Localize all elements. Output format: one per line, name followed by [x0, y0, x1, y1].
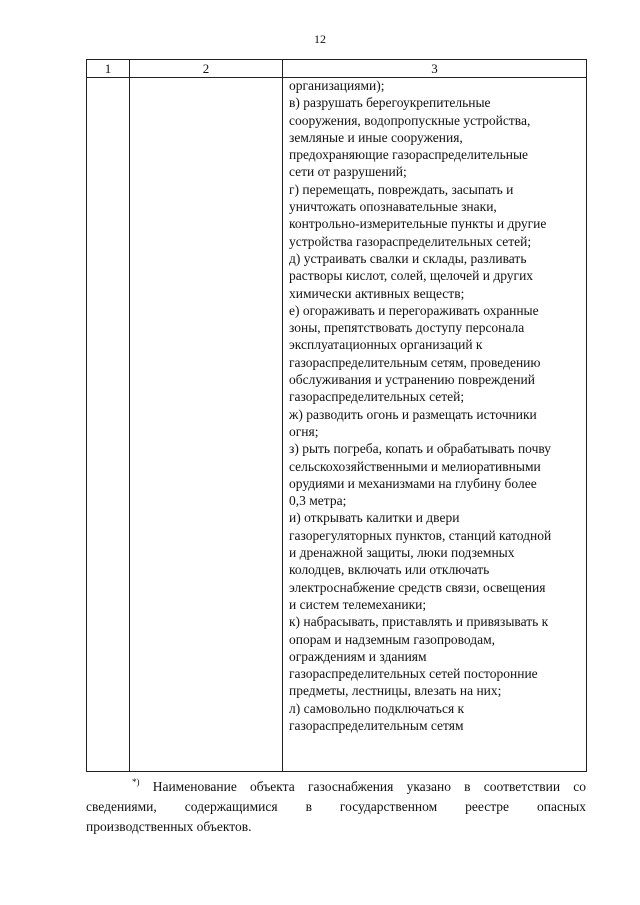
text-line: газорегуляторных пунктов, станций катодной — [289, 527, 552, 543]
text-line: и) открывать калитки и двери — [289, 510, 460, 526]
document-table — [86, 59, 587, 772]
text-line: л) самовольно подключаться к — [289, 700, 465, 716]
text-line: зоны, препятствовать доступу персонала — [289, 320, 525, 336]
text-line: сельскохозяйственными и мелиоративными — [289, 458, 541, 474]
text-line: газораспределительных сетей; — [289, 389, 465, 405]
footnote — [86, 772, 586, 837]
text-line: предметы, лестницы, влезать на них; — [289, 683, 502, 699]
text-line: растворы кислот, солей, щелочей и других — [289, 268, 534, 284]
text-line: химически активных веществ; — [289, 285, 465, 301]
column-header-3: 3 — [283, 60, 587, 78]
text-line: сети от разрушений; — [289, 164, 407, 180]
text-line: эксплуатационных организаций к — [289, 337, 483, 353]
column-header-2: 2 — [130, 60, 283, 78]
text-line: е) огораживать и перегораживать охранные — [289, 302, 539, 318]
text-line: г) перемещать, повреждать, засыпать и — [289, 181, 514, 197]
prohibitions-text — [283, 77, 586, 734]
column-header-1: 1 — [87, 60, 130, 78]
footnote-line-3: производственных объектов. — [86, 819, 252, 834]
text-line: уничтожать опознавательные знаки, — [289, 199, 497, 215]
text-line: к) набрасывать, приставлять и привязывать к — [289, 614, 549, 630]
text-line: ограждениям и зданиям — [289, 648, 427, 664]
text-line: д) устраивать свалки и склады, разливать — [289, 250, 527, 266]
text-line: организациями); — [289, 78, 385, 93]
text-line: орудиями и механизмами на глубину более — [289, 475, 537, 491]
footnote-line-1 — [86, 772, 586, 797]
text-line: газораспределительным сетям, проведению — [289, 354, 541, 370]
text-line: опорам и надземным газопроводам, — [289, 631, 495, 647]
text-line: и дренажной защиты, люки подземных — [289, 545, 515, 561]
text-line: земляные и иные сооружения, — [289, 129, 463, 145]
text-line: газораспределительных сетей посторонние — [289, 666, 538, 682]
text-line: обслуживания и устранению повреждений — [289, 372, 535, 388]
table-header-row — [87, 60, 587, 78]
footnote-marker: *) — [132, 777, 140, 787]
text-line: з) рыть погреба, копать и обрабатывать почву — [289, 441, 552, 457]
footnote-line-2: сведениями, содержащимися в государственном реестре опасных — [86, 799, 586, 814]
text-line: сооружения, водопропускные устройства, — [289, 112, 531, 128]
text-line: 0,3 метра; — [289, 493, 347, 509]
text-line: предохраняющие газораспределительные — [289, 147, 529, 163]
text-line: устройства газораспределительных сетей; — [289, 233, 532, 249]
text-line: в) разрушать берегоукрепительные — [289, 95, 491, 111]
text-line: электроснабжение средств связи, освещения — [289, 579, 546, 595]
text-line: и систем телемеханики; — [289, 596, 427, 612]
text-line: газораспределительным сетям — [289, 717, 464, 733]
column-2-cell — [130, 78, 283, 772]
table-body-row — [87, 78, 587, 772]
text-line: контрольно-измерительные пункты и другие — [289, 216, 547, 232]
text-line: огня; — [289, 423, 319, 439]
footnote-text-1: Наименование объекта газоснабжения указано в соответствии со — [152, 779, 587, 794]
text-line: ж) разводить огонь и размещать источники — [289, 406, 537, 422]
column-1-cell — [87, 78, 130, 772]
page-number: 12 — [314, 32, 326, 46]
text-line: колодцев, включать или отключать — [289, 562, 490, 578]
column-3-cell — [283, 78, 587, 772]
